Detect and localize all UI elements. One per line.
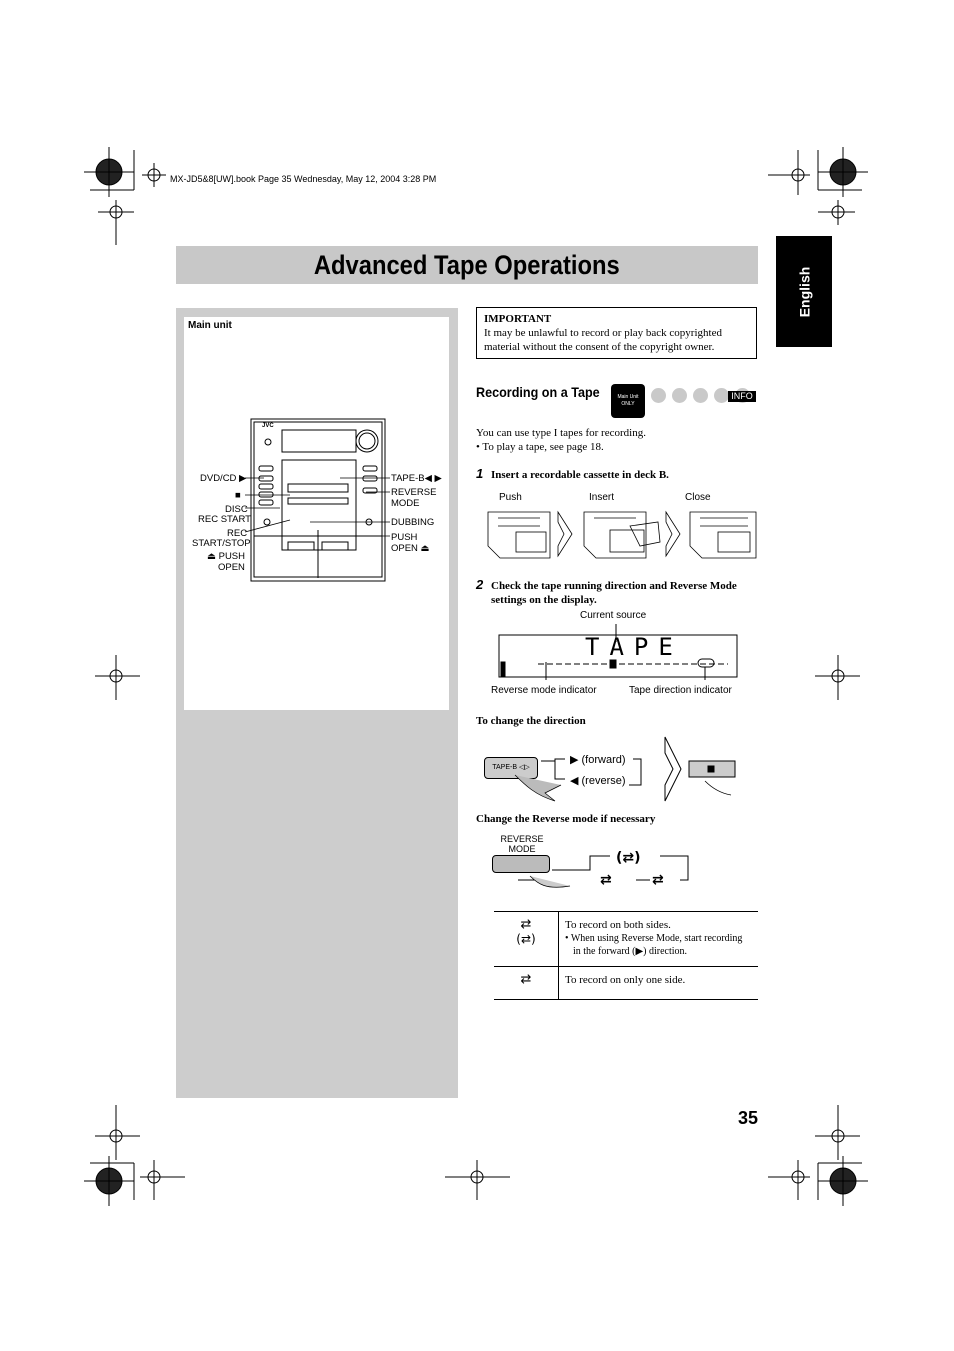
tape-b-button-label: TAPE-B ◁▷	[492, 764, 530, 771]
main-unit-label: Main unit	[188, 320, 232, 331]
important-text: It may be unlawful to record or play back copyrighted material without the consent of the copyright owner.	[484, 327, 722, 353]
table-row	[494, 967, 758, 1000]
language-tab	[776, 236, 832, 347]
reverse-caption-line2: MODE	[508, 844, 536, 854]
reverse-caption-line1: REVERSE	[500, 834, 544, 844]
both-sides-text: To record on both sides.	[565, 919, 671, 931]
callout-push-right: PUSH	[391, 532, 418, 543]
one-side-icon: ⇄	[520, 972, 532, 987]
svg-text:⇄: ⇄	[600, 872, 612, 888]
table-cell-symbol	[494, 967, 559, 1000]
table-cell-description	[559, 912, 759, 967]
reverse-mode-cycle	[500, 846, 695, 894]
callout-stop: ■	[235, 490, 241, 501]
language-tab-label: English	[796, 266, 812, 317]
callout-mode: MODE	[391, 498, 420, 509]
page-title-bar	[176, 246, 758, 284]
step1-label-close: Close	[685, 492, 711, 503]
main-unit-only-badge	[611, 384, 645, 418]
reverse-mode-indicator-label: Reverse mode indicator	[491, 685, 597, 696]
callout-leader-lines	[240, 470, 400, 560]
step1-text: Insert a recordable cassette in deck B.	[491, 469, 669, 481]
callout-tape-b: TAPE-B◀ ▶	[391, 473, 442, 484]
brand-logo: JVC	[262, 423, 274, 429]
direction-arrows	[505, 735, 743, 805]
reverse-mode-table	[494, 911, 758, 1000]
callout-dubbing: DUBBING	[391, 517, 435, 528]
badge-line1: Main Unit	[617, 394, 639, 400]
callout-dvdcd: DVD/CD ▶	[200, 473, 247, 484]
both-sides-alt-icon: (⇄)	[516, 932, 536, 946]
callout-start-stop: START/STOP	[192, 538, 251, 549]
step1-label-insert: Insert	[589, 492, 615, 503]
current-source-label: Current source	[580, 610, 647, 621]
display-text: TAPE	[585, 633, 683, 661]
callout-reverse: REVERSE	[391, 487, 437, 498]
step2-text: Check the tape running direction and Reverse Mode settings on the display.	[491, 580, 737, 606]
intro-line2: • To play a tape, see page 18.	[476, 441, 604, 453]
badge-line2: ONLY	[621, 401, 635, 407]
svg-text:⇄: ⇄	[652, 872, 664, 888]
step1-number: 1	[476, 466, 484, 481]
callout-open-right: OPEN ⏏	[391, 543, 430, 554]
callout-disc: DISC	[225, 504, 248, 515]
callout-rec: REC	[227, 528, 248, 539]
step1-label-push: Push	[499, 492, 522, 503]
info-badge: INFO	[728, 391, 756, 402]
callout-push-left: ⏏ PUSH	[207, 551, 246, 562]
important-notice	[476, 307, 757, 359]
both-sides-icon: ⇄	[520, 917, 532, 932]
step2-number: 2	[476, 577, 484, 592]
tape-direction-indicator-label: Tape direction indicator	[629, 685, 732, 696]
table-row	[494, 912, 758, 967]
reverse-label: ◀ (reverse)	[570, 775, 626, 787]
table-cell-symbol	[494, 912, 559, 967]
callout-rec-start: REC START	[198, 514, 251, 525]
callout-open-left: OPEN	[218, 562, 245, 573]
cassette-insert-illustration	[480, 508, 760, 564]
change-reverse-heading: Change the Reverse mode if necessary	[476, 813, 656, 825]
both-sides-note: • When using Reverse Mode, start recording in the forward (▶) direction.	[565, 933, 743, 957]
important-heading: IMPORTANT	[484, 313, 552, 325]
page-number: 35	[738, 1108, 759, 1128]
section-heading: Recording on a Tape	[476, 384, 600, 400]
page-title: Advanced Tape Operations	[314, 249, 620, 280]
forward-label: ▶ (forward)	[570, 754, 626, 766]
svg-text:(⇄): (⇄)	[616, 850, 641, 866]
intro-line1: You can use type I tapes for recording.	[476, 427, 646, 439]
change-direction-heading: To change the direction	[476, 715, 586, 727]
one-side-text: To record on only one side.	[565, 974, 686, 986]
table-cell-description	[559, 967, 759, 1000]
print-header: MX-JD5&8[UW].book Page 35 Wednesday, May 12, 2004 3:28 PM	[170, 174, 437, 184]
